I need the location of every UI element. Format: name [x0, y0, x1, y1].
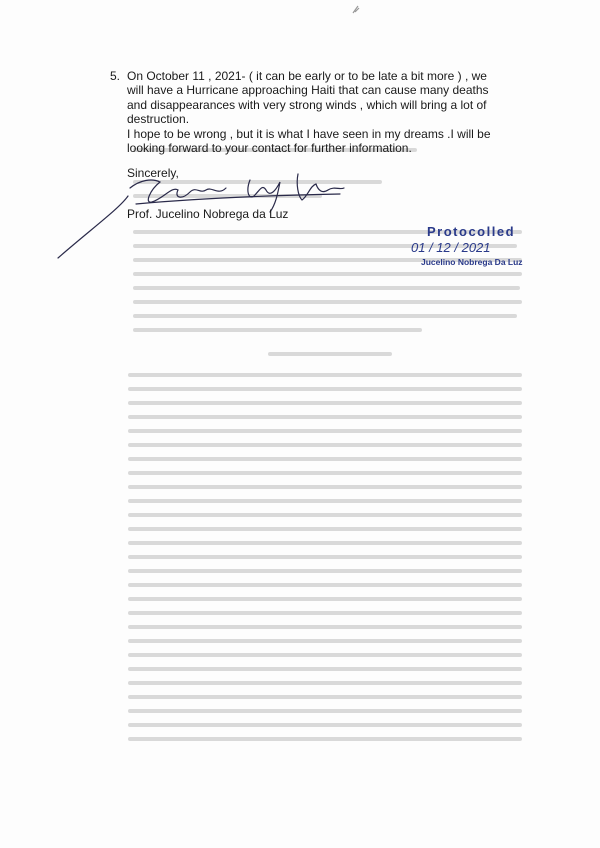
stamp-date: 01 / 12 / 2021	[411, 240, 491, 255]
item-line: will have a Hurricane approaching Haiti that can cause many deaths	[127, 83, 489, 98]
list-item-number: 5.	[110, 69, 121, 83]
stamp-name: Jucelino Nobrega Da Luz	[421, 257, 523, 267]
signatory-name: Prof. Jucelino Nobrega da Luz	[127, 207, 289, 221]
protocol-stamp	[405, 224, 535, 267]
scan-mark	[352, 4, 360, 14]
stamp-title: Protocolled	[427, 224, 516, 239]
closing-salutation: Sincerely,	[127, 166, 179, 180]
list-item-text	[127, 69, 532, 155]
item-line: and disappearances with very strong winds , which will bring a lot of	[127, 97, 487, 112]
item-line: destruction.	[127, 112, 190, 127]
item-line: I hope to be wrong , but it is what I have seen in my dreams .I will be	[127, 126, 491, 141]
item-line: On October 11 , 2021- ( it can be early or to be late a bit more ) , we	[127, 69, 487, 83]
item-line: looking forward to your contact for further information.	[127, 141, 412, 156]
